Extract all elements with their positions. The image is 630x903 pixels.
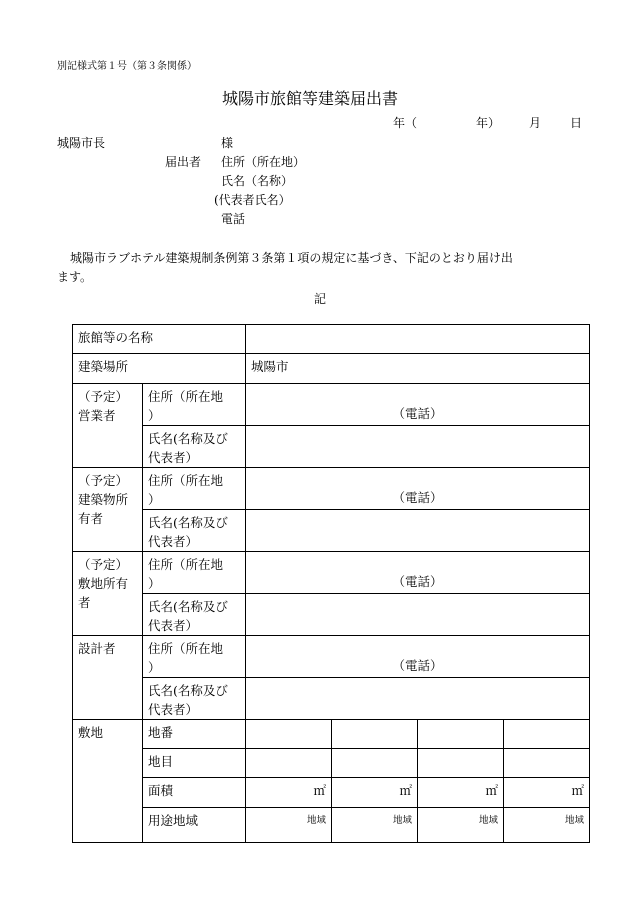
lot-number-cell-4[interactable] [504,720,590,749]
land-owner-address-value[interactable] [246,552,590,594]
building-owner-name-value[interactable] [246,510,590,552]
lot-number-cell-2[interactable] [332,720,418,749]
body-text-line2: ます。 [57,270,93,284]
zone-suffix: 地域 [393,815,413,826]
phone-label: （電話） [392,406,443,421]
row-lot-number [73,720,590,749]
building-owner-address-label [143,468,246,510]
land-owner-label [73,552,143,636]
zoning-cell-3[interactable] [418,808,504,843]
lot-number-cell-1[interactable] [246,720,332,749]
row-land-owner-name [73,594,590,636]
land-owner-label-l2: 敷地所有 [78,576,129,591]
phone-label: （電話） [392,574,443,589]
row-area [73,778,590,808]
page-title: 城陽市旅館等建築届出書 [222,89,399,108]
building-owner-label-l2: 建築物所 [78,492,129,507]
area-label: 面積 [143,778,246,808]
row-building-owner-name [73,510,590,552]
form-table [72,324,590,843]
area-cell-3[interactable] [418,778,504,808]
area-unit: ㎡ [399,783,413,798]
operator-name-label [143,426,246,468]
date-day-label: 日 [570,116,583,130]
land-category-label: 地目 [143,749,246,778]
address-label-line1: 住所（所在地 [148,641,224,656]
area-unit: ㎡ [571,783,585,798]
address-label-line2: ） [148,576,161,591]
zone-suffix: 地域 [479,815,499,826]
facility-name-label: 旅館等の名称 [73,325,246,354]
land-owner-name-label [143,594,246,636]
addressee-honorific: 様 [221,136,234,150]
operator-label-l2: 営業者 [78,408,116,423]
facility-name-value[interactable] [246,325,590,354]
operator-label-l1: （予定） [78,389,129,404]
row-zoning [73,808,590,843]
designer-name-value[interactable] [246,678,590,720]
applicant-label: 届出者 [165,155,202,169]
location-label: 建築場所 [73,354,246,384]
date-year-label: 年（ [393,116,418,130]
row-building-owner-address [73,468,590,510]
land-category-cell-1[interactable] [246,749,332,778]
building-owner-name-label [143,510,246,552]
name-label-line2: 代表者） [148,702,199,717]
area-unit: ㎡ [485,783,499,798]
designer-name-label [143,678,246,720]
location-value[interactable]: 城陽市 [246,354,590,384]
address-label-line2: ） [148,660,161,675]
zone-suffix: 地域 [307,815,327,826]
designer-label: 設計者 [73,636,143,720]
zoning-cell-4[interactable] [504,808,590,843]
addressee-name: 城陽市長 [57,136,106,150]
land-category-cell-4[interactable] [504,749,590,778]
zoning-cell-2[interactable] [332,808,418,843]
form-number: 別記様式第１号（第３条関係） [57,61,197,72]
address-label-line1: 住所（所在地 [148,557,224,572]
address-label-line1: 住所（所在地 [148,473,224,488]
name-label-line2: 代表者） [148,450,199,465]
zoning-cell-1[interactable] [246,808,332,843]
operator-address-label [143,384,246,426]
operator-label [73,384,143,468]
name-label-line2: 代表者） [148,618,199,633]
ki-label: 記 [314,292,327,306]
zone-suffix: 地域 [565,815,585,826]
row-facility-name [73,325,590,354]
designer-address-label [143,636,246,678]
area-cell-2[interactable] [332,778,418,808]
phone-label: （電話） [392,658,443,673]
land-owner-label-l1: （予定） [78,557,129,572]
date-year-close: 年） [476,116,501,130]
land-owner-name-value[interactable] [246,594,590,636]
row-location [73,354,590,384]
building-owner-label-l1: （予定） [78,473,129,488]
area-cell-4[interactable] [504,778,590,808]
land-owner-address-label [143,552,246,594]
applicant-name: 氏名（名称） [221,174,294,188]
applicant-phone: 電話 [221,212,246,226]
land-category-cell-3[interactable] [418,749,504,778]
name-label-line1: 氏名(名称及び [148,515,228,530]
row-operator-name [73,426,590,468]
applicant-address: 住所（所在地） [221,155,306,169]
lot-number-label: 地番 [143,720,246,749]
land-owner-label-l3: 者 [78,595,91,610]
row-designer-name [73,678,590,720]
name-label-line2: 代表者） [148,534,199,549]
name-label-line1: 氏名(名称及び [148,431,228,446]
row-operator-address [73,384,590,426]
area-cell-1[interactable] [246,778,332,808]
applicant-representative: (代表者氏名） [214,193,291,207]
lot-number-cell-3[interactable] [418,720,504,749]
area-unit: ㎡ [313,783,327,798]
body-text-line1: 城陽市ラブホテル建築規制条例第３条第１項の規定に基づき、下記のとおり届け出 [70,251,513,265]
row-land-owner-address [73,552,590,594]
address-label-line1: 住所（所在地 [148,389,224,404]
row-land-category [73,749,590,778]
zoning-label: 用途地域 [143,808,246,843]
phone-label: （電話） [392,490,443,505]
designer-address-value[interactable] [246,636,590,678]
operator-name-value[interactable] [246,426,590,468]
building-owner-label-l3: 有者 [78,511,104,526]
site-label: 敷地 [73,720,143,843]
name-label-line1: 氏名(名称及び [148,599,228,614]
address-label-line2: ） [148,492,161,507]
row-designer-address [73,636,590,678]
date-month-label: 月 [529,116,542,130]
building-owner-label [73,468,143,552]
operator-address-value[interactable] [246,384,590,426]
building-owner-address-value[interactable] [246,468,590,510]
address-label-line2: ） [148,408,161,423]
land-category-cell-2[interactable] [332,749,418,778]
name-label-line1: 氏名(名称及び [148,683,228,698]
